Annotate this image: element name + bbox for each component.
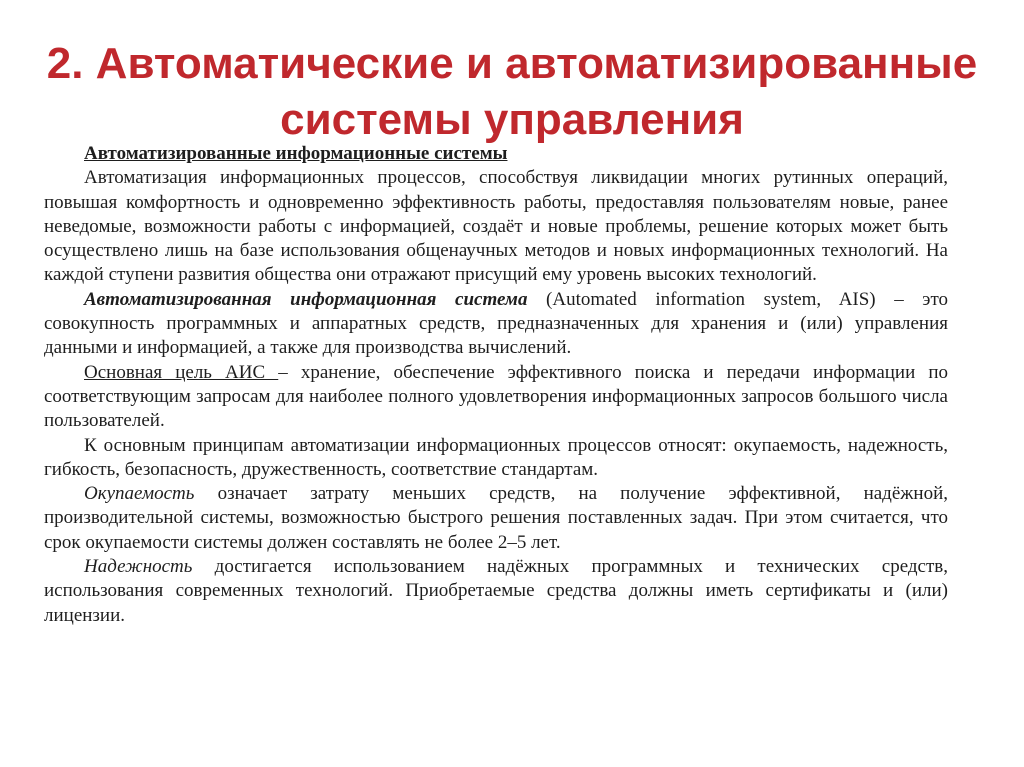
- term-reliability: Надежность: [84, 556, 193, 578]
- subheading-text: Автоматизированные информационные системы: [84, 143, 508, 164]
- paragraph-ais-goal: [44, 361, 948, 434]
- title-line-2: системы управления: [280, 95, 744, 144]
- ais-goal-text: – хранение, обеспечение эффективного поиска и передачи информации по соответствующим запросам для наиболее полного удовлетворения информационных запросов большого числа пользователей.: [44, 361, 948, 432]
- payback-text: означает затрату меньших средств, на получение эффективной, надёжной, производительной системы, возможностью быстрого решения поставленных задач. При этом считается, что срок окупаемости системы должен составлять не более 2–5 лет.: [44, 483, 948, 553]
- subheading: [44, 142, 948, 166]
- title-line-1: 2. Автоматические и автоматизированные: [46, 39, 978, 88]
- term-main-goal: Основная цель АИС: [84, 361, 279, 383]
- term-payback: Окупаемость: [84, 483, 195, 505]
- paragraph-ais-definition: [44, 288, 948, 361]
- slide-body: [44, 142, 948, 628]
- slide-title: [20, 36, 1004, 148]
- term-ais: Автоматизированная информационная система: [84, 288, 528, 310]
- reliability-text: достигается использованием надёжных программных и технических средств, использования современных технологий. Приобретаемые средства должны иметь сертификаты и (или) лицензии.: [44, 556, 948, 626]
- ais-definition-text: (Automated information system, AIS) – это совокупность программных и аппаратных средств, предназначенных для хранения и (или) управления данными и информацией, а также для производства вычислений.: [44, 288, 948, 359]
- paragraph-reliability: [44, 555, 948, 628]
- paragraph-principles: К основным принципам автоматизации информационных процессов относят: окупаемость, надежность, гибкость, безопасность, дружественность, соответствие стандартам.: [44, 434, 948, 480]
- paragraph-intro: Автоматизация информационных процессов, способствуя ликвидации многих рутинных операций, повышая комфортность и одновременно эффективность работы, предоставляя пользователям новые, ранее неведомые, возможности работы с информацией, создаёт и новые проблемы, решение которых может быть осуществлено лишь на базе использования общенаучных методов и новых информационных технологий. На каждой ступени развития общества они отражают присущий ему уровень высоких технологий.: [44, 167, 948, 286]
- paragraph-payback: [44, 482, 948, 555]
